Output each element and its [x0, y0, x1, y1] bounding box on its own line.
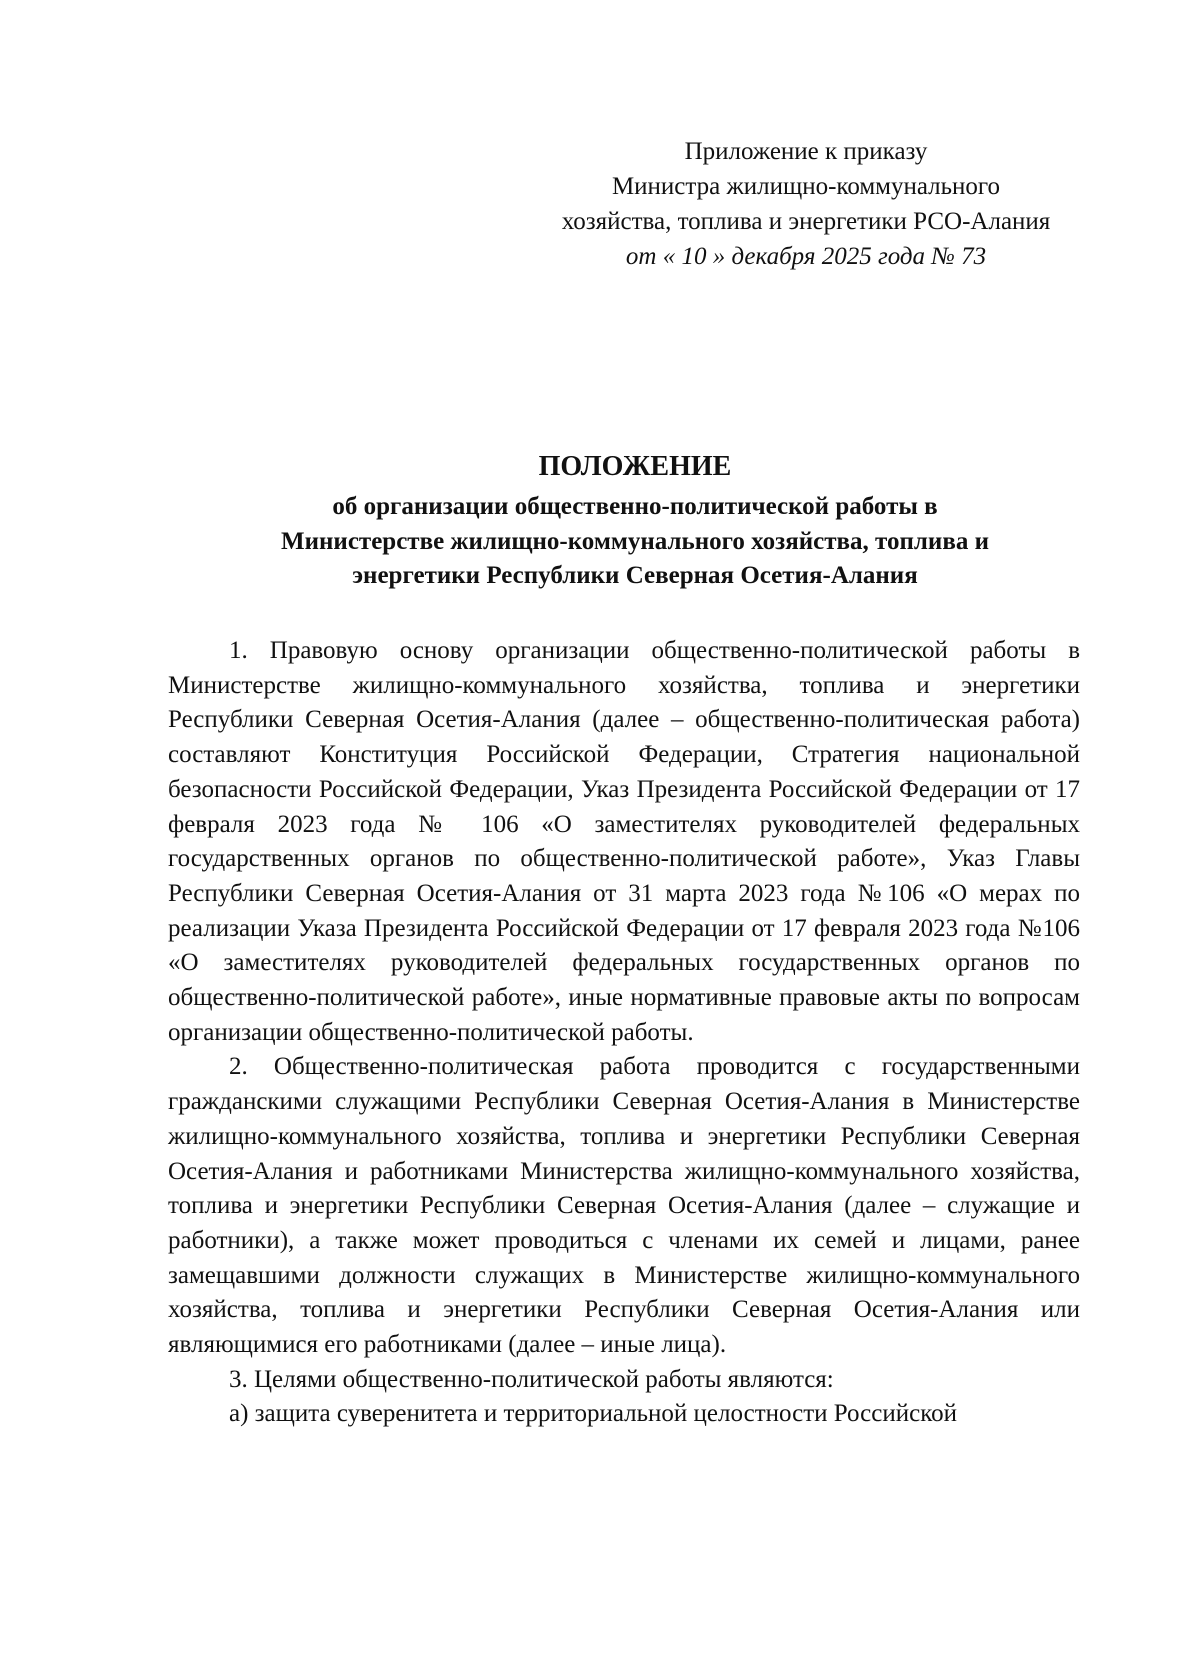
title-heading: ПОЛОЖЕНИЕ: [538, 451, 732, 482]
paragraph-1: 1. Правовую основу организации общественно-политической работы в Министерстве жилищно-коммунального хозяйства, топлива и энергетики Республики Северная Осетия-Алания (далее – общественно-политическая работа) составляют Конституция Российской Федерации, Стратегия национальной безопасности Российской Федерации, Указ Президента Российской Федерации от 17 февраля 2023 года № 106 «О заместителях руководителей федеральных государственных органов по общественно-политической работе», Указ Главы Республики Северная Осетия-Алания от 31 марта 2023 года №106 «О мерах по реализации Указа Президента Российской Федерации от 17 февраля 2023 года №106 «О заместителях руководителей федеральных государственных органов по общественно-политической работе», иные нормативные правовые акты по вопросам организации общественно-политической работы.: [168, 637, 1080, 1046]
paragraph-3: 3. Целями общественно-политической работы являются:: [229, 1365, 834, 1393]
appendix-line-3: хозяйства, топлива и энергетики РСО-Алания: [561, 208, 1051, 235]
title-subtitle-line-2: Министерстве жилищно-коммунального хозяйства, топлива и: [281, 527, 989, 555]
appendix-line-2: Министра жилищно-коммунального: [611, 173, 1001, 200]
title-subtitle-line-1: об организации общественно-политической работы в: [332, 493, 938, 520]
appendix-line-1: Приложение к приказу: [684, 138, 928, 165]
appendix-note: [520, 134, 1092, 274]
title-subtitle-line-3: энергетики Республики Северная Осетия-Алания: [352, 562, 918, 589]
paragraph-3a: а) защита суверенитета и территориальной целостности Российской: [229, 1400, 957, 1428]
paragraph-2: 2. Общественно-политическая работа проводится с государственными гражданскими служащими Республики Северная Осетия-Алания в Министерстве жилищно-коммунального хозяйства, топлива и энергетики Республики Северная Осетия-Алания и работниками Министерства жилищно-коммунального хозяйства, топлива и энергетики Республики Северная Осетия-Алания (далее – служащие и работники), а также может проводиться с членами их семей и лицами, ранее замещавшими должности служащих в Министерстве жилищно-коммунального хозяйства, топлива и энергетики Республики Северная Осетия-Алания или являющимися его работниками (далее – иные лица).: [168, 1053, 1080, 1359]
appendix-order-date: от « 10 » декабря 2025 года № 73: [625, 243, 987, 270]
document-title: [170, 448, 1100, 594]
document-body: [168, 634, 1080, 1432]
